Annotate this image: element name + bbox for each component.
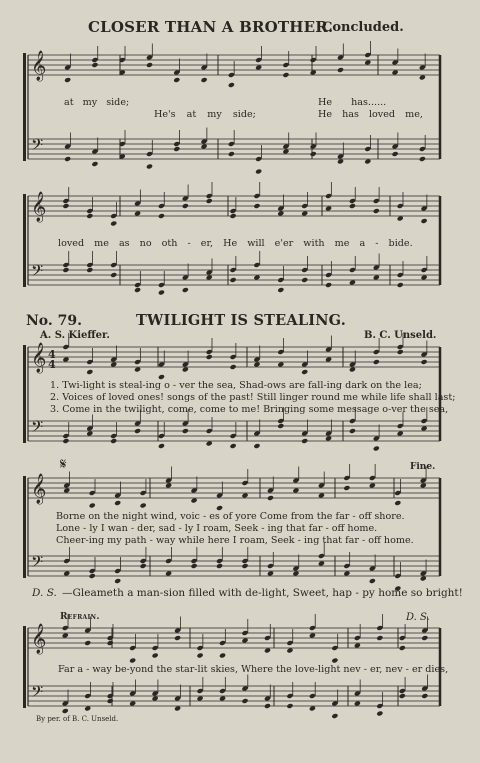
lyricist-credit: A. S. Kieffer. (40, 330, 110, 341)
note-head (267, 495, 274, 501)
system-brace (23, 626, 26, 708)
note-head (201, 77, 208, 83)
note-head (89, 573, 96, 579)
note-head (86, 267, 93, 273)
note-head (331, 658, 338, 664)
bass-clef-icon: 𝄢 (31, 262, 44, 284)
note-head (267, 571, 274, 577)
verse-line: Lone - ly I wan - der, sad - ly I roam, Seek - ing that far - off home. (56, 523, 378, 534)
note-head (129, 701, 136, 707)
note-head (241, 698, 248, 704)
note-head (158, 290, 165, 296)
note-head (165, 571, 172, 577)
note-head (301, 211, 308, 217)
verse-line: 3. Come in the twilight, come, come to me! Bringing some message o-ver the sea, (50, 404, 449, 415)
lyric-line: loved me as no oth - er, He will e'er with me a - bide. (58, 238, 413, 249)
note-head (197, 653, 204, 659)
note-head (182, 428, 189, 434)
note-head (325, 357, 332, 363)
note-head (86, 431, 93, 437)
time-signature-top: 4 (48, 348, 56, 361)
note-head (206, 275, 213, 281)
system-brace (23, 53, 26, 161)
note-head (373, 359, 380, 365)
note-head (216, 563, 223, 569)
note-head (107, 640, 114, 646)
note-head (325, 436, 332, 442)
bass-clef-icon: 𝄢 (31, 418, 44, 440)
note-head (228, 151, 235, 157)
note-head (318, 561, 325, 567)
note-head (286, 648, 293, 654)
note-head (182, 203, 189, 209)
system-brace (23, 476, 26, 578)
treble-clef-icon: 𝄞 (31, 474, 47, 504)
treble-clef-icon: 𝄞 (31, 51, 47, 81)
note-head (64, 156, 71, 162)
note-head (62, 203, 69, 209)
note-head (337, 67, 344, 73)
note-head (253, 203, 260, 209)
note-head (349, 428, 356, 434)
note-head (241, 563, 248, 569)
note-head (84, 706, 91, 712)
system-brace (23, 194, 26, 287)
note-head (310, 70, 317, 76)
note-head (91, 161, 98, 167)
note-head (91, 62, 98, 68)
note-head (373, 208, 380, 214)
note-head (230, 277, 237, 283)
note-head (343, 571, 350, 577)
note-head (152, 696, 159, 702)
note-head (309, 633, 316, 639)
note-head (191, 563, 198, 569)
note-head (349, 280, 356, 286)
note-head (173, 146, 180, 152)
note-head (318, 493, 325, 499)
note-head (301, 277, 308, 283)
note-head (241, 638, 248, 644)
note-head (286, 703, 293, 709)
note-head (399, 645, 406, 651)
note-head (140, 563, 147, 569)
note-head (277, 423, 284, 429)
note-head (301, 369, 308, 375)
note-head (174, 635, 181, 641)
note-head (253, 275, 260, 281)
note-head (376, 711, 383, 717)
note-head (134, 211, 141, 217)
note-head (134, 428, 141, 434)
note-head (140, 503, 147, 509)
note-head (241, 493, 248, 499)
note-head (86, 369, 93, 375)
note-head (373, 275, 380, 281)
bass-clef-icon: 𝄢 (31, 683, 44, 705)
refrain-label: Refrain. (60, 612, 100, 622)
treble-clef-icon: 𝄞 (31, 192, 47, 222)
note-head (376, 635, 383, 641)
lyric-line: He's at my side; (154, 109, 256, 120)
note-head (292, 571, 299, 577)
fine-marker: Fine. (410, 462, 436, 472)
note-head (397, 282, 404, 288)
ds-line: —Gleameth a man-sion filled with de-light, Sweet, hap - py home so bright! (62, 587, 463, 599)
note-head (197, 696, 204, 702)
song-title-closer: CLOSER THAN A BROTHER. (88, 18, 334, 36)
note-head (107, 698, 114, 704)
note-head (337, 159, 344, 165)
time-signature-bottom: 4 (48, 358, 56, 371)
note-head (354, 701, 361, 707)
note-head (146, 62, 153, 68)
note-head (277, 362, 284, 368)
note-head (325, 282, 332, 288)
note-head (62, 438, 69, 444)
note-head (343, 485, 350, 491)
note-head (191, 498, 198, 504)
note-head (84, 640, 91, 646)
note-head (277, 287, 284, 293)
footer-credit: By per. of B. C. Unseld. (36, 715, 119, 723)
note-head (282, 72, 289, 78)
note-head (369, 578, 376, 584)
note-head (173, 77, 180, 83)
note-head (349, 367, 356, 373)
treble-clef-icon: 𝄞 (31, 624, 47, 654)
note-head (182, 287, 189, 293)
note-head (394, 500, 401, 506)
note-head (146, 164, 153, 170)
note-head (230, 213, 237, 219)
note-head (201, 144, 208, 150)
note-head (174, 706, 181, 712)
lyric-line: at my side; (64, 97, 130, 108)
system-brace (23, 345, 26, 443)
note-head (62, 633, 69, 639)
note-head (134, 367, 141, 373)
note-head (62, 267, 69, 273)
note-head (421, 693, 428, 699)
note-head (219, 653, 226, 659)
bass-clef-icon: 𝄢 (31, 136, 44, 158)
note-head (392, 70, 399, 76)
note-head (228, 82, 235, 88)
note-head (129, 658, 136, 664)
note-head (182, 367, 189, 373)
note-head (110, 362, 117, 368)
verse-line: 2. Voices of loved ones! songs of the past! Still linger round me while life shall last; (50, 392, 456, 403)
note-head (62, 357, 69, 363)
note-head (86, 213, 93, 219)
note-head (420, 483, 427, 489)
segno-sign: 𝄋 (60, 455, 67, 473)
note-head (63, 571, 70, 577)
ds-marker: D. S. (406, 612, 430, 623)
note-head (255, 65, 262, 71)
note-head (89, 503, 96, 509)
note-head (134, 287, 141, 293)
composer-credit: B. C. Unseld. (364, 330, 437, 341)
note-head (253, 362, 260, 368)
note-head (421, 218, 428, 224)
note-head (397, 216, 404, 222)
note-head (206, 441, 213, 447)
note-head (421, 426, 428, 432)
ds-label: D. S. (32, 587, 57, 599)
note-head (206, 198, 213, 204)
note-head (373, 446, 380, 452)
note-head (364, 159, 371, 165)
note-head (63, 488, 70, 494)
note-head (206, 354, 213, 360)
hymn-number: No. 79. (26, 313, 82, 329)
note-head (310, 151, 317, 157)
note-head (421, 635, 428, 641)
note-head (230, 364, 237, 370)
note-head (253, 443, 260, 449)
note-head (331, 713, 338, 719)
note-head (110, 221, 117, 227)
note-head (62, 708, 69, 714)
note-head (399, 693, 406, 699)
note-head (264, 648, 271, 654)
lyric-line: He has loved me, (318, 109, 423, 120)
note-head (219, 696, 226, 702)
lyric-line: He has...... (318, 97, 387, 108)
verse-line: 1. Twi-light is steal-ing o - ver the sea, Shad-ows are fall-ing dark on the lea; (50, 380, 422, 391)
note-head (158, 443, 165, 449)
note-head (309, 706, 316, 712)
note-head (397, 431, 404, 437)
song-title-twilight: TWILIGHT IS STEALING. (136, 312, 346, 329)
note-head (420, 576, 427, 582)
note-head (282, 149, 289, 155)
note-head (354, 643, 361, 649)
note-head (349, 203, 356, 209)
note-head (369, 483, 376, 489)
refrain-lyric: Far a - way be-yond the star-lit skies, Where the love-light nev - er, nev - er dies, (58, 664, 449, 675)
note-head (114, 500, 121, 506)
note-head (397, 349, 404, 355)
note-head (158, 213, 165, 219)
note-head (152, 653, 159, 659)
note-head (421, 359, 428, 365)
note-head (419, 156, 426, 162)
note-head (292, 488, 299, 494)
treble-clef-icon: 𝄞 (31, 343, 47, 373)
note-head (110, 272, 117, 278)
note-head (255, 169, 262, 175)
note-head (110, 438, 117, 444)
bass-clef-icon: 𝄢 (31, 553, 44, 575)
note-head (165, 483, 172, 489)
note-head (64, 77, 71, 83)
note-head (392, 151, 399, 157)
note-head (419, 75, 426, 81)
note-head (364, 60, 371, 66)
verse-line: Borne on the night wind, voic - es of yore Come from the far - off shore. (56, 511, 405, 522)
verse-line: Cheer-ing my path - way while here I roam, Seek - ing that far - off home. (56, 535, 414, 546)
note-head (264, 703, 271, 709)
note-head (325, 206, 332, 212)
note-head (114, 578, 121, 584)
note-head (277, 211, 284, 217)
note-head (230, 443, 237, 449)
concluded-label: Concluded. (322, 20, 404, 35)
note-head (301, 438, 308, 444)
note-head (421, 275, 428, 281)
